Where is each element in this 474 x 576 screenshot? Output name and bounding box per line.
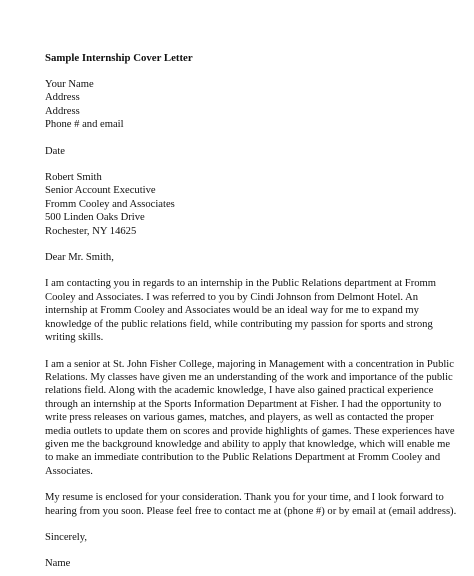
signature-name: Name [45,558,71,570]
paragraph-line: Associates. [45,465,93,477]
recipient-city: Rochester, NY 14625 [45,225,137,237]
paragraph-line: through an internship at the Sports Information Department at Fisher. I had the opportunity to [45,398,442,410]
paragraph-line: hearing from you soon. Please feel free to contact me at (phone #) or by email at (email address). [45,505,457,517]
closing-block [45,531,453,544]
sender-address-1: Address [45,92,80,104]
paragraph-line: write press releases on various games, matches, and players, as well as contacted the proper [45,412,434,424]
letter-date: Date [45,145,65,157]
cover-letter-page [33,52,457,571]
recipient-street: 500 Linden Oaks Drive [45,212,145,224]
paragraph-line: Relations. My classes have given me an understanding of the work and importance of the public [45,371,453,383]
paragraph-background [45,358,453,479]
signature-block [45,557,453,570]
paragraph-line: Cooley and Associates. I was referred to you by Cindi Johnson from Delmont Hotel. An [45,291,419,303]
paragraph-line: writing skills. [45,332,104,344]
paragraph-line: internship at Fromm Cooley and Associates would be an ideal way for me to expand my [45,305,419,317]
paragraph-line: given me the background knowledge and ability to apply that knowledge, which will enable me [45,438,451,450]
date-block [45,145,453,158]
recipient-block [45,171,453,238]
paragraph-closing [45,491,457,518]
paragraph-line: knowledge of the public relations field, while contributing my passion for sports and strong [45,318,433,330]
salutation-block [45,251,453,264]
salutation: Dear Mr. Smith, [45,252,114,264]
paragraph-intro [45,277,453,344]
closing: Sincerely, [45,531,87,543]
paragraph-line: media outlets to update them on scores and provide highlights of games. These experiences have [45,425,455,437]
paragraph-line: I am contacting you in regards to an internship in the Public Relations department at Fromm [45,278,437,290]
recipient-title: Senior Account Executive [45,185,156,197]
recipient-company: Fromm Cooley and Associates [45,198,175,210]
letter-title: Sample Internship Cover Letter [45,52,193,64]
paragraph-line: My resume is enclosed for your consideration. Thank you for your time, and I look forward to [45,492,444,504]
paragraph-line: to make an immediate contribution to the Public Relations Department at Fromm Cooley and [45,452,441,464]
paragraph-line: I am a senior at St. John Fisher College, majoring in Management with a concentration in Public [45,358,454,370]
sender-block [45,78,453,132]
sender-address-2: Address [45,105,80,117]
paragraph-line: relations field. Along with the academic knowledge, I have also gained practical experience [45,385,434,397]
sender-name: Your Name [45,79,94,90]
sender-contact: Phone # and email [45,119,124,131]
recipient-name: Robert Smith [45,172,102,184]
